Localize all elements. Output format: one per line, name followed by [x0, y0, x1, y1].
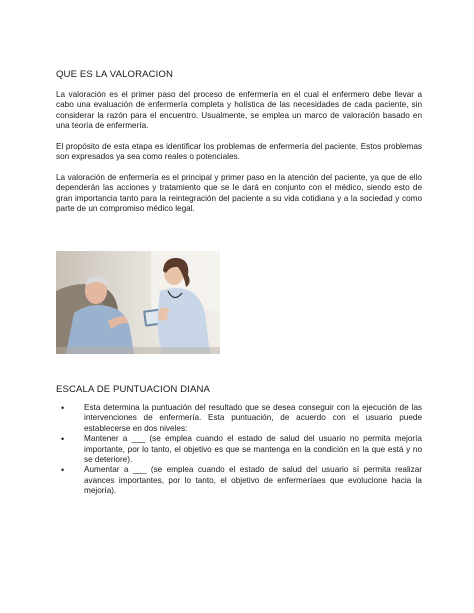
- list-item: [56, 465, 422, 496]
- nurse-patient-photo: [56, 251, 220, 354]
- bullet-icon: •: [61, 465, 65, 476]
- bullet-icon: •: [61, 434, 65, 445]
- bullet-list: [56, 403, 422, 497]
- paragraph-3: La valoración de enfermería es el principal y primer paso en la atención del paciente, ya que de ello dependerán las acciones y tratamiento que se le dará en conjunto con el médico, siendo esto de gran importancia tanto para la reintegración del paciente a su vida cotidiana y a la sociedad y como parte de un compromiso médico legal.: [56, 173, 422, 214]
- list-item-text: Mantener a ___ (se emplea cuando el estado de salud del usuario no permita mejoría importante, por lo tanto, el objetivo es que se mantenga en la condición en la que está y no se deteriore).: [84, 434, 422, 465]
- paragraph-2: El propósito de esta etapa es identificar los problemas de enfermería del paciente. Estos problemas son expresados ya sea como reales o potenciales.: [56, 142, 422, 162]
- list-item: [56, 403, 422, 434]
- list-item-text: Esta determina la puntuación del resultado que se desea conseguir con la ejecución de las intervenciones de enfermería. Esta puntuación, de acuerdo con el usuario puede establecerse en dos niveles:: [84, 403, 422, 433]
- list-item: [56, 434, 422, 465]
- bullet-icon: •: [61, 403, 65, 413]
- list-item-text: Aumentar a ___ (se emplea cuando el estado de salud del usuario sí permita realizar avances importantes, por lo tanto, el objetivo de enfermeríaes que evolucione hacia la mejoría).: [84, 465, 422, 496]
- paragraph-1: La valoración es el primer paso del proceso de enfermería en el cual el enfermero debe llevar a cabo una evaluación de enfermería completa y holística de las necesidades de cada paciente, sin considerar la razón para el encuentro. Usualmente, se emplea un marco de valoración basado en una teoría de enfermería.: [56, 90, 422, 131]
- section-title-escala: ESCALA DE PUNTUACION DIANA: [56, 384, 211, 395]
- section-title-valoracion: QUE ES LA VALORACION: [56, 69, 173, 80]
